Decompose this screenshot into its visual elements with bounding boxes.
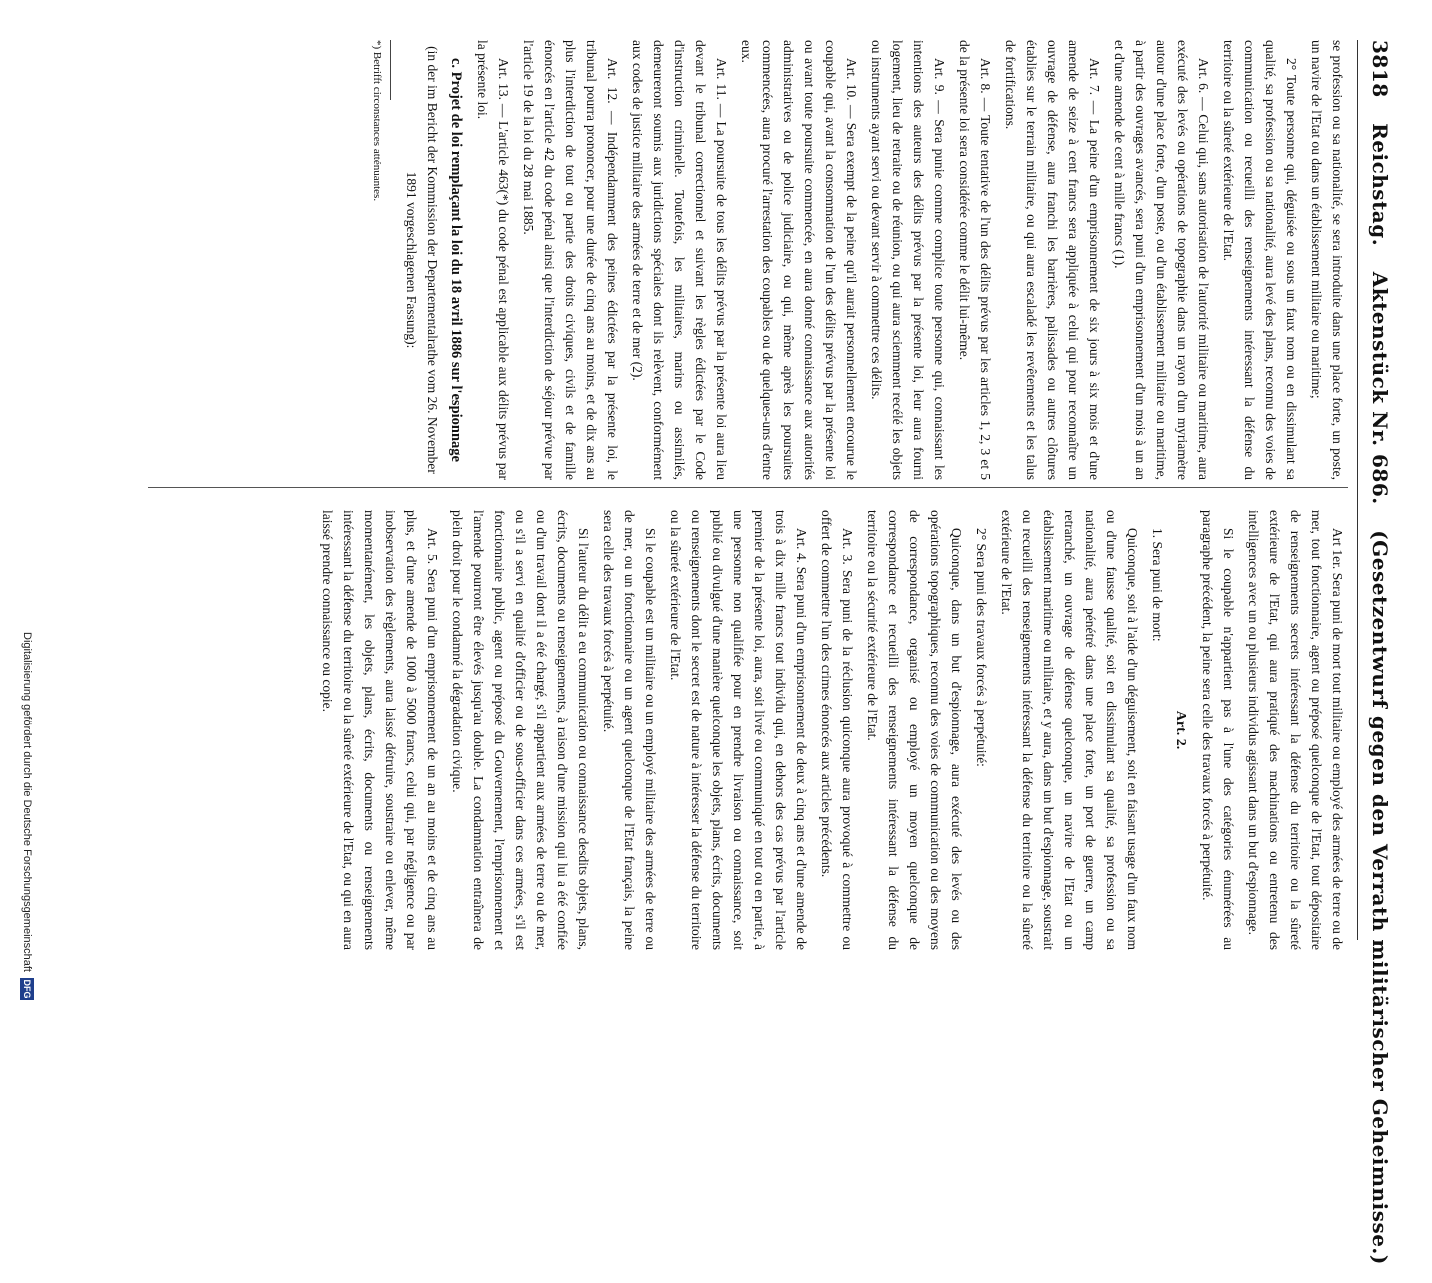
article-5: Art. 5. Sera puni d'un emprisonnement de un an au moins et de cinq ans au plus, et d'une amende de 1000 à 5000 francs, celui qui, par négligence ou par inobservation des règlements, aura laissé détruire, soustraire ou enlever, même momentanément, les objets, plans, écrits, documents ou renseignements intéressant la défense du territoire ou la sûreté extérieure de l'Etat, ou qui en aura laissé prendre connaissance ou copie.	[320, 510, 440, 950]
article-4: Art. 4. Sera puni d'un emprisonnement de deux à cinq ans et d'une amende de trois à dix mille francs tout individu qui, en dehors des cas prévus par l'article premier de la présente loi, aura, soit livré ou communiqué en tout ou en partie, à une personne non qualifiée pour en prendre livraison ou connaissance, soit publié ou divulgué d'une manière quelconque les objets, plans, écrits, documents ou renseignements dont le secret est de nature à intéresser la défense du territoire ou la sûreté extérieure de l'Etat.	[668, 510, 809, 950]
document-subject: (Gesetzentwurf gegen den Verrath militärischer Geheimnisse.)	[1368, 530, 1392, 1265]
document-number: Aktenstück Nr. 686.	[1368, 271, 1392, 505]
article-11: Art. 11. — La poursuite de tous les délits prévus par la présente loi aura lieu devant le tribunal correctionnel et suivant les règles édictées par le Code d'instruction criminelle. Toutefois, les militaires, marins ou assimilés, demeureront soumis aux juridictions spéciales dont ils relèvent, conformément aux codes de justice militaire des armées de terre et de mer (2).	[630, 40, 729, 480]
column-divider	[148, 487, 1348, 488]
article-3: Art. 3. Sera puni de la réclusion quiconque aura provoqué à commettre ou offert de commettre l'un des crimes énoncés aux articles précédents.	[819, 510, 855, 950]
paragraph: se profession ou sa nationalité, se sera introduite dans une place forte, un poste, un navire de l'Etat ou dans un établissement militaire ou maritime;	[1309, 40, 1345, 480]
paragraph: Si le coupable est un militaire ou un employé militaire des armées de terre ou de mer, ou un fonctionnaire ou un agent quelconque de l'Etat français, la peine sera celle des travaux forcés à perpétuité.	[601, 510, 658, 950]
article-9: Art. 9. — Sera punie comme complice toute personne qui, connaissant les intentions des auteurs des délits prévus par la présente loi, leur aura fourni logement, lieu de retraite ou de réunion, ou qui aura sciemment recélé les objets ou instruments ayant servi ou devant servir à commettre ces délits.	[869, 40, 947, 480]
paragraph: Si le coupable n'appartient pas à l'une des catégories énumérées au paragraphe précédent, la peine sera celle des travaux forcés à perpétuité.	[1200, 510, 1236, 950]
article-7: Art. 7. — La peine d'un emprisonnement de six jours à six mois et d'une amende de seize à cent francs sera appliquée à celui qui pour reconnaître un ouvrage de défense, aura franchi les barrières, palissades ou autres clôtures établies sur le terrain militaire, ou qui aura escaladé les revêtements et les talus de fortifications.	[1003, 40, 1102, 480]
article-2-heading: Art. 2.	[1173, 710, 1188, 750]
right-column	[48, 510, 1348, 950]
article-8: Art. 8. — Toute tentative de l'un des délits prévus par les articles 1, 2, 3 et 5 de la présente loi sera considérée comme le délit lui-même.	[957, 40, 993, 480]
paragraph: Si l'auteur du délit a eu communication ou connaissance desdits objets, plans, écrits, documents ou renseignements, à raison d'une mission qui lui a été confiée ou d'un travail dont il a été chargé, s'il appartient aux armées de terre ou de mer, ou s'il a servi en qualité d'officier ou de sous-officier dans ces armées, s'il est fonctionnaire public, agent ou préposé du Gouvernement, l'emprisonnement et l'amende pourront être élevés jusqu'au double. La condamnation entraînera de plein droit pour le condamné la dégradation civique.	[450, 510, 591, 950]
paragraph: Quiconque, dans un but d'espionnage, aura exécuté des levés ou des opérations topographiques, reconnu des voies de communication ou des moyens de correspondance, organisé ou employé un moyen quelconque de correspondance et recueilli des renseignements intéressant la défense du territoire ou la sécurité extérieure de l'Etat.	[865, 510, 964, 950]
paragraph: 2° Toute personne qui, déguisée ou sous un faux nom ou en dissimulant sa qualité, sa profession ou sa nationalité, aura levé des plans, reconnu des voies de communication ou recueilli des renseignements intéressant la défense du territoire ou la sûreté extérieure de l'Etat.	[1221, 40, 1299, 480]
footnote: *) Betrifft circonstances atténuantes.	[371, 40, 383, 202]
paragraph: 2° Sera puni des travaux forcés à perpétuité:	[974, 528, 989, 767]
footnote-rule	[390, 40, 391, 100]
article-1: Art 1er. Sera puni de mort tout militaire ou employé des armées de terre ou de mer, tout fonctionnaire, agent ou préposé quelconque de l'Etat, tout dépositaire de renseignements secrets intéressant la défense du territoire ou la sûreté extérieure de l'Etat, qui aura pratiqué des machinations ou entretenu des intelligences avec un ou plusieurs individus agissant dans un but d'espionnage.	[1246, 510, 1345, 950]
article-12: Art. 12. — Indépendamment des peines édictées par la présente loi, le tribunal pourra prononcer, pour une durée de cinq ans au moins, et de dix ans au plus l'interdiction de tout ou partie des droits civiques, civils et de famille énoncés en l'article 42 du code pénal ainsi que l'interdiction de séjour prévue par l'article 19 de la loi du 28 mai 1885.	[521, 40, 620, 480]
paragraph: 1. Sera puni de mort:	[1150, 528, 1165, 642]
paragraph: Quiconque, soit à l'aide d'un déguisement, soit en faisant usage d'un faux nom ou d'une fausse qualité, soit en dissimulant sa qualité, sa profession ou sa nationalité, aura pénétré dans une place forte, un port de guerre, un camp retranché, un ouvrage de défense quelconque, un navire de l'Etat ou un établissement maritime ou militaire, et y aura, dans un but d'espionnage, soustrait ou recueilli des renseignements intéressant la défense du territoire ou la sûreté extérieure de l'Etat.	[999, 510, 1140, 950]
publication-name: Reichstag.	[1368, 123, 1392, 247]
page-number: 3818	[1368, 40, 1392, 98]
article-10: Art. 10. — Sera exempt de la peine qu'il aurait personnellement encourue le coupable qui, avant la consommation de l'un des délits prévus par la présente loi ou avant toute poursuite commencée, en aura donné connaissance aux autorités administratives ou de police judiciaire, ou qui, même après les poursuites commencées, aura procuré l'arrestation des coupables ou de quelques-uns d'entre eux.	[739, 40, 859, 480]
section-heading: c. Projet de loi remplaçant la loi du 18 avril 1886 sur l'espionnage	[448, 58, 464, 462]
article-13: Art. 13. — L'article 463(*) du code pénal est applicable aux délits prévus par la présente loi.	[475, 40, 511, 480]
left-column	[48, 40, 1348, 480]
header-rule	[1357, 40, 1358, 940]
article-6: Art. 6. — Celui qui, sans autorisation de l'autorité militaire ou maritime, aura exécuté des levés ou opérations de topographie dans un rayon d'un myriamètre autour d'une place forte, d'un poste, ou d'un établissement militaire ou maritime, à partir des ouvrages avancés, sera puni d'un emprisonnement d'un mois à un an et d'une amende de cent à mille francs (1).	[1112, 40, 1211, 480]
section-subheading: (in der im Bericht der Kommission der Departementalrathe vom 26. November 1891 vorgeschlagenen Fassung):	[404, 46, 440, 474]
dfg-logo-icon: DFG	[22, 979, 32, 999]
credit-text: Digitalisierung gefördert durch die Deutsche Forschungsgemeinschaft	[21, 632, 33, 972]
page-header	[1364, 40, 1392, 1265]
digitization-credit	[12, 0, 42, 1000]
